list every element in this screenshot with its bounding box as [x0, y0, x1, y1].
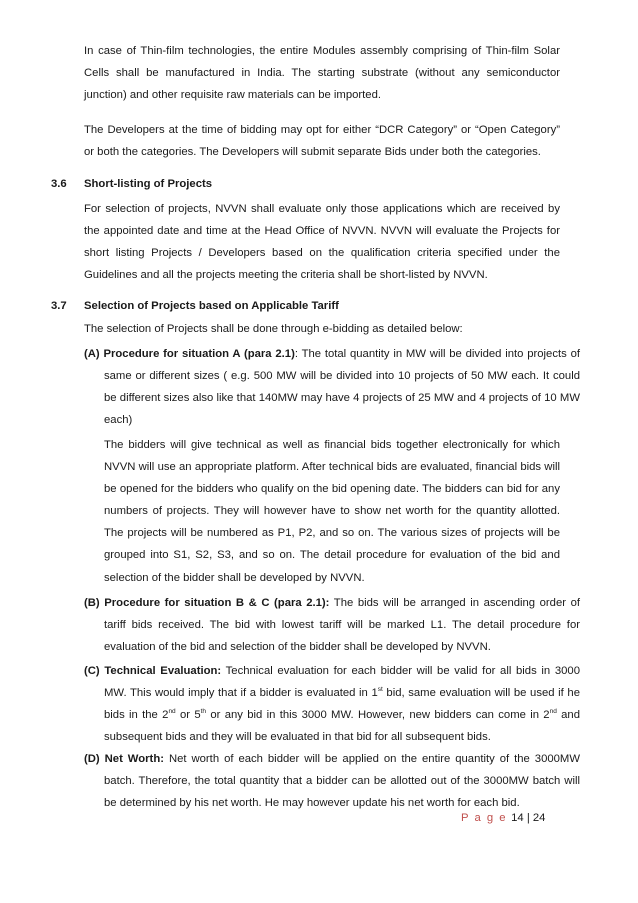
section-title-selection: Selection of Projects based on Applicable Tariff: [84, 300, 339, 312]
list-item-a-label: (A) Procedure for situation A (para 2.1): [84, 348, 295, 360]
list-item-d: [84, 748, 580, 814]
page-number: 14 | 24: [511, 812, 546, 824]
section-number-3-7: 3.7: [51, 300, 67, 312]
list-item-c-text-3: or 5: [175, 709, 201, 722]
list-item-b-label: (B) Procedure for situation B & C (para 2.1):: [84, 597, 330, 609]
paragraph-thin-film: In case of Thin-film technologies, the entire Modules assembly comprising of Thin-film Solar Cells shall be manufactured in India. The starting substrate (without any semiconductor junction) and other requisite raw materials can be imported.: [84, 45, 560, 102]
list-item-c-text-2: bid, same evaluation will be used if he bids in the 2: [104, 687, 580, 722]
list-item-a: [84, 343, 580, 431]
page-footer: [461, 812, 545, 824]
list-item-b: [84, 592, 580, 658]
list-item-a-text: : The total quantity in MW will be divided into projects of same or different sizes ( e.g. 500 MW will be divided into 10 projects of 50 MW each. It could be different sizes also like that 140MW may have 4 projects of 25 MW and 4 projects of 10 MW each): [104, 348, 580, 427]
paragraph-short-listing: For selection of projects, NVVN shall evaluate only those applications which are received by the appointed date and time at the Head Office of NVVN. NVVN will evaluate the Projects for short listing Projects / Developers based on the qualification criteria specified under the Guidelines and all the projects meeting the criteria shall be short-listed by NVVN.: [84, 203, 560, 282]
ordinal-suffix: th: [200, 708, 207, 716]
list-item-c-label: (C) Technical Evaluation:: [84, 665, 222, 677]
page-word: P a g e: [461, 812, 508, 824]
paragraph-e-bidding: The selection of Projects shall be done through e-bidding as detailed below:: [84, 323, 463, 335]
list-item-d-text: Net worth of each bidder will be applied on the entire quantity of the 3000MW batch. Therefore, the total quantity that a bidder can be allotted out of the 3000MW batch will be determined by his net worth. He may however update his net worth for each bid.: [104, 753, 580, 810]
list-item-c: [84, 660, 580, 748]
list-item-d-label: (D) Net Worth:: [84, 753, 164, 765]
paragraph-developers-category: The Developers at the time of bidding may opt for either “DCR Category” or “Open Category” or both the categories. The Developers will submit separate Bids under both the categories.: [84, 124, 560, 159]
list-item-c-text-4: or any bid in this 3000 MW. However, new bidders can come in 2: [206, 709, 550, 722]
section-number-3-6: 3.6: [51, 178, 67, 190]
list-item-c-text-1: Technical evaluation for each bidder will be valid for all bids in 3000 MW. This would imply that if a bidder is evaluated in 1: [104, 665, 580, 700]
ordinal-suffix: st: [377, 686, 383, 694]
paragraph-bidders-technical: The bidders will give technical as well as financial bids together electronically for which NVVN will use an appropriate platform. After technical bids are evaluated, financial bids will be opened for the bidders who qualify on the bid opening date. The bidders can bid for any numbers of projects. They will however have to show net worth for the quantity allotted. The projects will be numbered as P1, P2, and so on. The various sizes of projects will be grouped into S1, S2, S3, and so on. The detail procedure for evaluation of the bid and selection of the bidder shall be developed by NVVN.: [104, 439, 560, 584]
ordinal-suffix: nd: [549, 708, 557, 716]
list-item-c-text-5: and subsequent bids and they will be evaluated in that bid for all subsequent bids.: [104, 709, 580, 744]
list-item-b-text: The bids will be arranged in ascending order of tariff bids received. The bid with lowest tariff will be marked L1. The detail procedure for evaluation of the bid and selection of the bidder shall be developed by NVVN.: [104, 597, 580, 654]
ordinal-suffix: nd: [168, 708, 176, 716]
section-title-short-listing: Short-listing of Projects: [84, 178, 213, 190]
